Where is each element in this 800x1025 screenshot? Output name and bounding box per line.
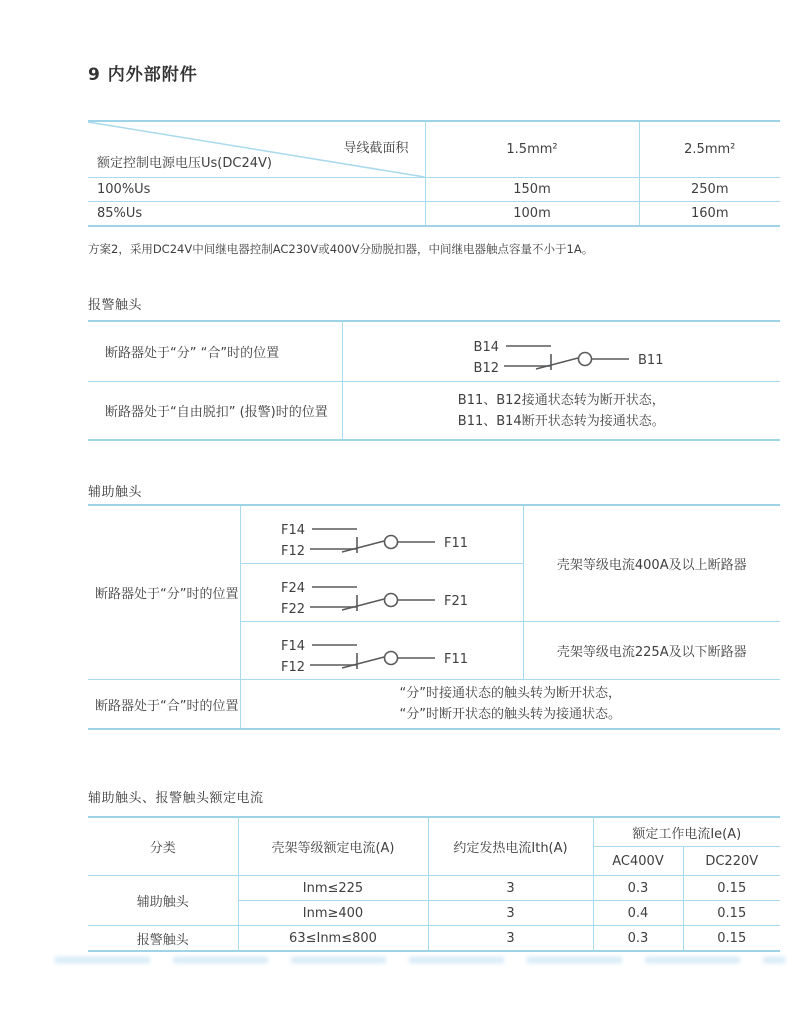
terminal-label-out: F11 [443,535,468,551]
corner-label-wire-area: 导线截面积 [343,141,409,156]
table-row [88,876,780,901]
breaker-open-position-label: 断路器处于“分”时的位置 [88,505,240,680]
terminal-label-bottom: B12 [473,360,500,375]
table-header-row [88,817,780,847]
alarm-section-heading: 报警触头 [88,298,143,313]
aux-section-heading: 辅助触头 [88,485,143,500]
terminal-label-out: F21 [443,593,468,609]
terminal-label-top: F24 [280,580,305,596]
switch-diagram-icon [267,628,497,674]
breaker-closed-position-label: 断路器处于“合”时的位置 [88,680,240,730]
diagonal-header-cell [88,121,425,178]
frame-400a-label: 壳架等级电流400A及以上断路器 [523,505,780,622]
aux-diagram-cell-2 [240,564,523,622]
switch-diagram-icon [267,570,497,616]
cell-value: 100m [425,202,639,227]
column-header-2-5mm: 2.5mm² [639,121,780,178]
terminal-label-bottom: F12 [280,543,305,558]
cell-thermal: 3 [428,926,593,952]
frame-225a-label: 壳架等级电流225A及以下断路器 [523,622,780,680]
terminal-label-bottom: F22 [280,601,305,616]
aux-contact-table [88,504,780,730]
alarm-contact-table [88,320,780,441]
page-title: 9 内外部附件 [88,65,198,85]
header-frame-current: 壳架等级额定电流(A) [238,817,428,876]
cell-frame: Inm≤225 [238,876,428,901]
cell-thermal: 3 [428,901,593,926]
cell-frame: Inm≥400 [238,901,428,926]
header-ie-group: 额定工作电流Ie(A) [593,817,780,847]
switch-diagram-icon [267,512,497,558]
cell-ac: 0.4 [593,901,683,926]
wire-length-table [88,120,780,227]
cell-ac: 0.3 [593,876,683,901]
terminal-label-out: B11 [638,352,664,368]
rated-current-table [88,816,780,952]
table-row [88,321,780,382]
table-row [88,382,780,441]
cell-thermal: 3 [428,876,593,901]
page-bleed-artifact [55,957,785,963]
column-header-1-5mm: 1.5mm² [425,121,639,178]
scheme-note: 方案2，采用DC24V中间继电器控制AC230V或400V分励脱扣器，中间继电器触点容量不小于1A。 [88,242,594,256]
cell-value: 160m [639,202,780,227]
terminal-label-out: F11 [443,651,468,667]
closed-state-line1: “分”时接通状态的触头转为断开状态， [399,686,621,701]
header-dc220v: DC220V [683,847,780,876]
breaker-tripped-label: 断路器处于“自由脱扣” (报警)时的位置 [88,382,342,441]
terminal-label-top: B14 [473,339,500,355]
cell-dc: 0.15 [683,901,780,926]
rating-section-heading: 辅助触头、报警触头额定电流 [88,791,264,806]
cell-ac: 0.3 [593,926,683,952]
header-ac400v: AC400V [593,847,683,876]
alarm-contact-diagram-cell [342,321,780,382]
terminal-label-bottom: F12 [280,659,305,674]
closed-state-line2: “分”时断开状态的触头转为接通状态。 [399,707,621,722]
table-row [88,926,780,952]
breaker-open-closed-label: 断路器处于“分” “合”时的位置 [88,321,342,382]
category-aux-contact: 辅助触头 [88,876,238,926]
terminal-label-top: F14 [280,522,305,538]
cell-value: 150m [425,178,639,202]
corner-label-control-voltage: 额定控制电源电压Us(DC24V) [97,156,272,171]
cell-dc: 0.15 [683,926,780,952]
header-thermal-current: 约定发热电流Ith(A) [428,817,593,876]
cell-dc: 0.15 [683,876,780,901]
category-alarm-contact: 报警触头 [88,926,238,952]
table-row [88,178,780,202]
closed-state-description [240,680,780,730]
table-row [88,680,780,730]
cell-frame: 63≤Inm≤800 [238,926,428,952]
row-label-100us: 100%Us [88,178,425,202]
switch-diagram-icon [461,329,691,375]
table-row [88,202,780,227]
cell-value: 250m [639,178,780,202]
terminal-label-top: F14 [280,638,305,654]
row-label-85us: 85%Us [88,202,425,227]
table-row [88,505,780,564]
alarm-state-line1: B11、B12接通状态转为断开状态， [457,392,665,408]
aux-diagram-cell-3 [240,622,523,680]
alarm-state-line2: B11、B14断开状态转为接通状态。 [457,413,665,429]
alarm-state-description [342,382,780,441]
aux-diagram-cell-1 [240,505,523,564]
header-category: 分类 [88,817,238,876]
